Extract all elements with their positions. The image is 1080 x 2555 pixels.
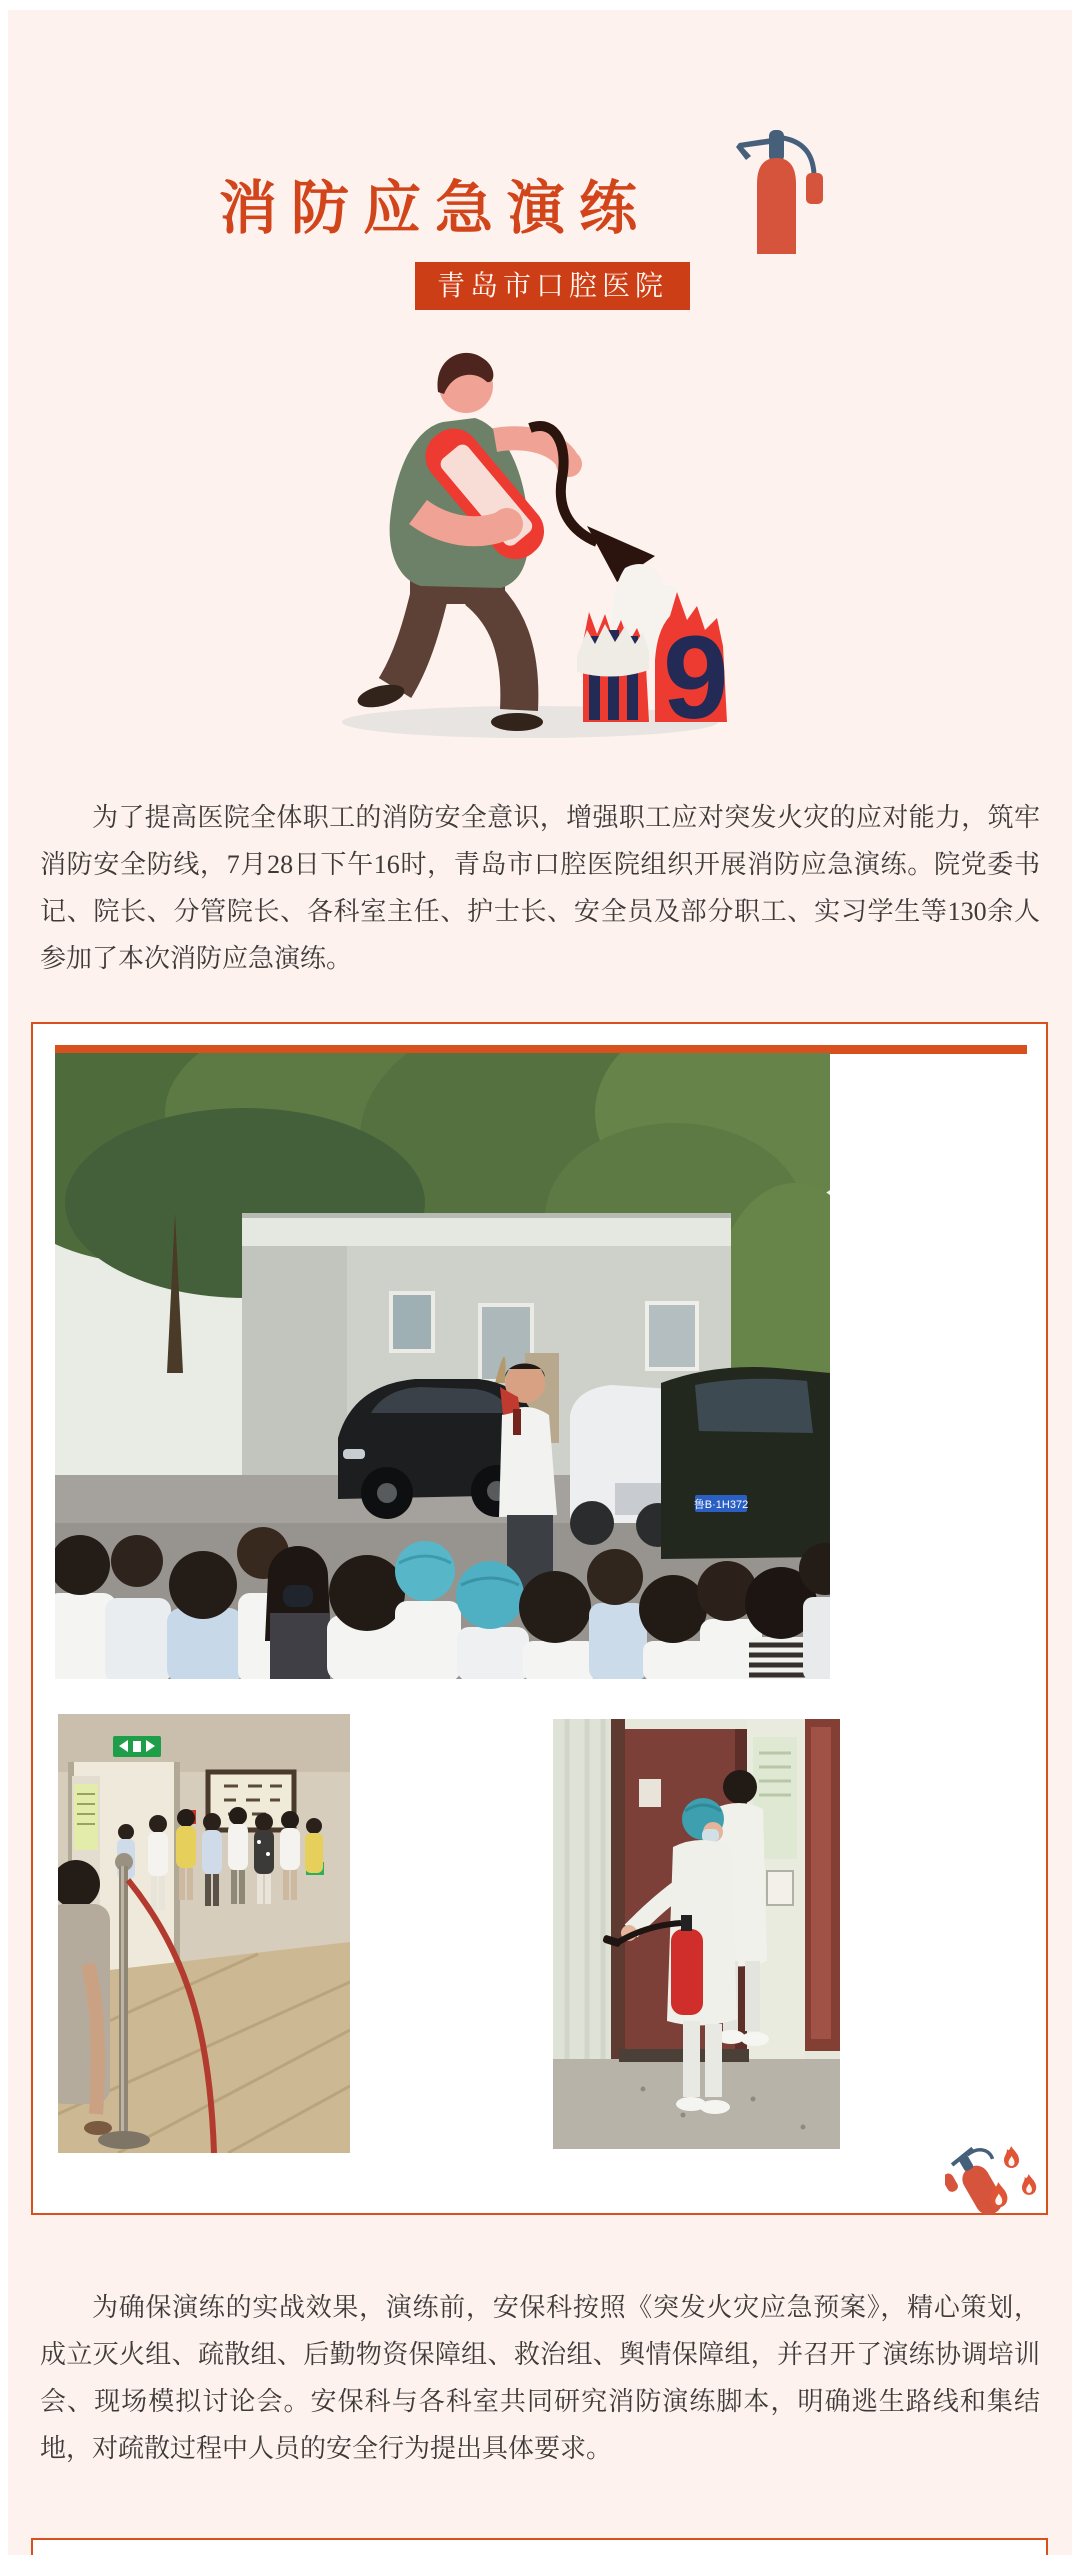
photo-extinguisher-demo[interactable] — [553, 1719, 840, 2149]
extinguisher-flames-icon — [945, 2142, 1045, 2217]
photo-panel — [31, 1022, 1048, 2215]
flame-icon — [1022, 2174, 1036, 2195]
flame-icon — [1004, 2146, 1019, 2168]
photo-evacuation-corridor[interactable] — [58, 1714, 350, 2153]
photo-assembly-outdoor[interactable] — [55, 1053, 830, 1679]
fire-number-119-digit: 9 — [663, 612, 729, 744]
hospital-badge: 青岛市口腔医院 — [415, 262, 690, 310]
paragraph-2: 为确保演练的实战效果，演练前，安保科按照《突发火灾应急预案》，精心策划，成立灭火组、疏散组、后勤物资保障组、救治组、舆情保障组，并召开了演练协调培训会、现场模拟讨论会。安保科与各科室共同研究消防演练脚本，明确逃生路线和集结地，对疏散过程中人员的安全行为提出具体要求。 — [40, 2292, 1040, 2463]
page-title: 消防应急演练 — [218, 176, 651, 241]
firefighter-legs — [355, 562, 543, 731]
license-plate: 鲁B·1H372 — [693, 1499, 749, 1511]
firefighter-head — [437, 353, 493, 413]
next-photo-panel — [31, 2538, 1048, 2555]
paragraph-1: 为了提高医院全体职工的消防安全意识，增强职工应对突发火灾的应对能力，筑牢消防安全防线，7月28日下午16时，青岛市口腔医院组织开展消防应急演练。院党委书记、院长、分管院长、各科室主任、护士长、安全员及部分职工、实习学生等130余人参加了本次消防应急演练。 — [40, 803, 1040, 973]
exit-sign — [113, 1736, 161, 1757]
dark-van — [661, 1367, 830, 1559]
hero-illustration — [325, 330, 765, 760]
